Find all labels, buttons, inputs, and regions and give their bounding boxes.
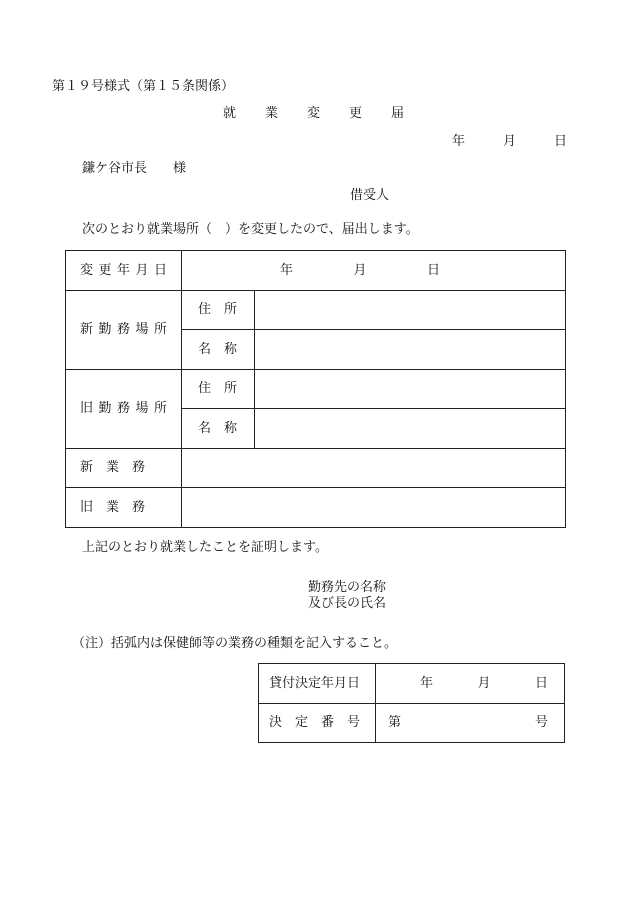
loan-date-label: 貸付決定年月日 <box>259 664 376 704</box>
label-char: 場 <box>135 401 149 416</box>
form-number: 第１９号様式（第１５条関係） <box>52 79 235 94</box>
old-name-field[interactable] <box>255 409 566 449</box>
employer-head-label: 及び長の氏名 <box>308 596 387 611</box>
statement-text: 次のとおり就業場所（ ）を変更したので、届出します。 <box>82 222 419 237</box>
new-duty-label: 新 業 務 <box>66 449 182 488</box>
new-name-field[interactable] <box>255 330 566 370</box>
submission-date: 年 月 日 <box>452 134 572 149</box>
loan-date-value-cell[interactable] <box>376 664 565 704</box>
old-address-label: 住 所 <box>182 370 255 409</box>
office-use-table <box>258 663 565 743</box>
loan-month-label: 月 <box>477 675 491 691</box>
decision-number-value-cell[interactable] <box>376 704 565 743</box>
change-date-label <box>80 263 167 279</box>
borrower-label: 借受人 <box>350 188 390 203</box>
old-duty-field[interactable] <box>182 488 566 528</box>
label-char: 年 <box>116 262 130 278</box>
year-label: 年 <box>280 262 294 278</box>
new-name-label: 名 称 <box>182 330 255 370</box>
change-date-label-cell <box>66 251 182 291</box>
month-label: 月 <box>353 262 367 278</box>
new-address-field[interactable] <box>255 291 566 330</box>
employer-name-label: 勤務先の名称 <box>308 580 387 595</box>
label-char: 務 <box>116 401 130 416</box>
label-char: 更 <box>98 262 112 278</box>
old-duty-label: 旧 業 務 <box>66 488 182 528</box>
loan-year-label: 年 <box>420 675 434 691</box>
addressee: 鎌ケ谷市長 様 <box>82 161 187 176</box>
new-workplace-label-cell <box>66 291 182 370</box>
new-address-label: 住 所 <box>182 291 255 330</box>
note-text: （注）括弧内は保健師等の業務の種類を記入すること。 <box>72 636 398 651</box>
change-date-parts <box>280 263 440 279</box>
label-char: 所 <box>153 322 167 337</box>
decision-number-label: 決 定 番 号 <box>259 704 376 743</box>
new-workplace-label <box>80 322 167 338</box>
label-char: 場 <box>135 322 149 337</box>
number-prefix: 第 <box>388 715 402 730</box>
decision-number-parts <box>388 715 548 731</box>
loan-date-parts <box>420 676 548 692</box>
label-char: 変 <box>80 262 94 278</box>
label-char: 日 <box>153 262 167 278</box>
new-duty-field[interactable] <box>182 449 566 488</box>
label-char: 勤 <box>98 401 112 416</box>
label-char: 月 <box>135 262 149 278</box>
old-workplace-label-cell <box>66 370 182 449</box>
old-address-field[interactable] <box>255 370 566 409</box>
day-label: 日 <box>427 262 441 278</box>
old-name-label: 名 称 <box>182 409 255 449</box>
loan-day-label: 日 <box>534 675 548 691</box>
form-title: 就 業 変 更 届 <box>223 106 406 121</box>
label-char: 新 <box>80 322 94 337</box>
label-char: 勤 <box>98 322 112 337</box>
certification-text: 上記のとおり就業したことを証明します。 <box>82 540 328 555</box>
number-suffix: 号 <box>534 715 548 730</box>
label-char: 務 <box>116 322 130 337</box>
change-date-value-cell[interactable] <box>182 251 566 291</box>
label-char: 所 <box>153 401 167 416</box>
old-workplace-label <box>80 401 167 417</box>
label-char: 旧 <box>80 401 94 416</box>
change-notice-table <box>65 250 566 528</box>
